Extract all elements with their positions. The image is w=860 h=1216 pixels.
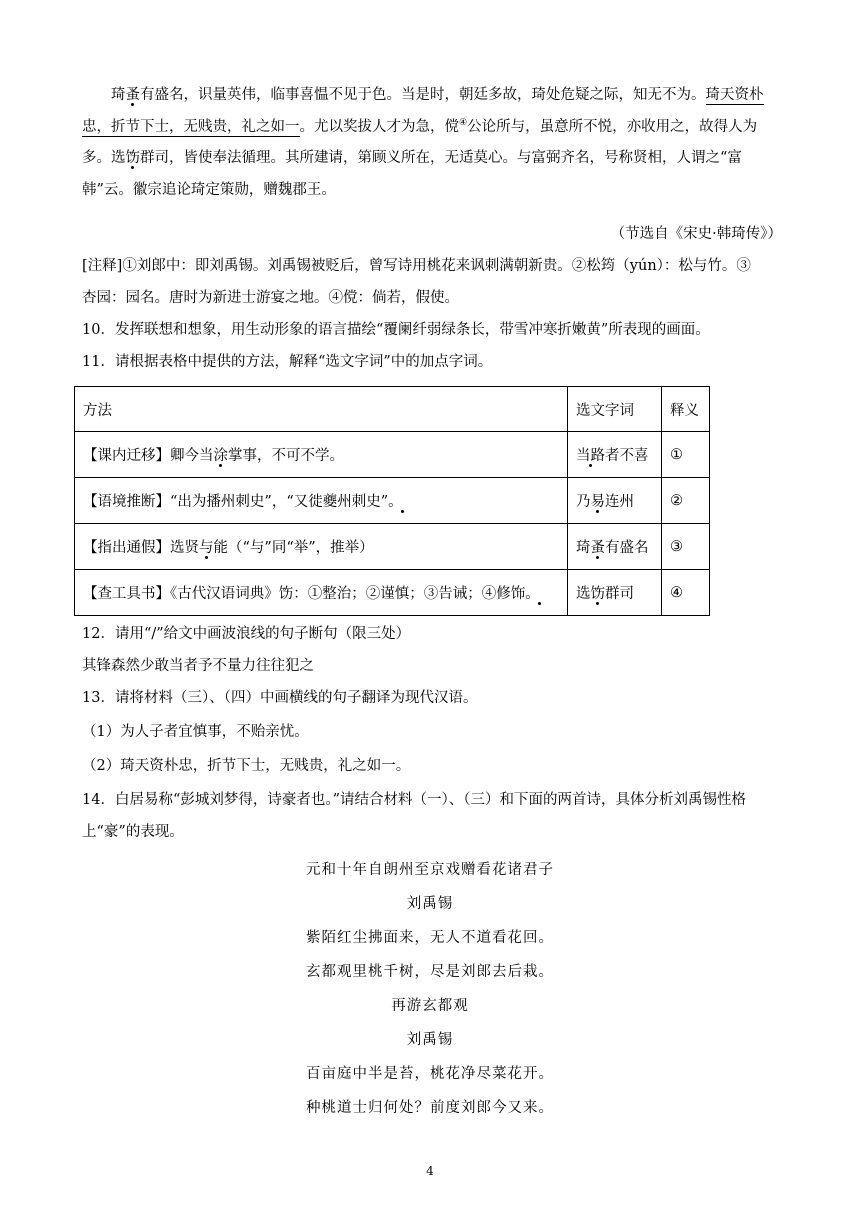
table-header-method: 方法 xyxy=(75,387,568,432)
question-13-part-1: （1）为人子者宜慎事，不贻亲忧。 xyxy=(82,724,309,740)
table-row xyxy=(75,478,710,524)
question-12: 12．请用“/”给文中画波浪线的句子断句（限三处） xyxy=(82,626,411,642)
question-11: 11．请根据表格中提供的方法，解释“选文字词”中的加点字词。 xyxy=(82,354,493,370)
table-row xyxy=(75,524,710,570)
poem-2-title: 再游玄都观 xyxy=(391,998,469,1014)
question-13: 13．请将材料（三）、（四）中画横线的句子翻译为现代汉语。 xyxy=(82,690,478,706)
table-header-meaning: 释义 xyxy=(662,387,710,432)
poem-2-author: 刘禹锡 xyxy=(406,1032,454,1048)
table-row xyxy=(75,432,710,478)
table-cell-method: 【课内迁移】卿今当涂掌事，不可不学。 xyxy=(75,432,568,478)
notes-line-1: [注释]①刘郎中：即刘禹锡。刘禹锡被贬后，曾写诗用桃花来讽刺满朝新贵。②松筠（yún）：松与竹。③ xyxy=(82,258,751,274)
poem-1-title: 元和十年自朗州至京戏赠看花诸君子 xyxy=(306,862,554,878)
dotted-char: 饬 xyxy=(125,150,140,166)
table-cell-answer: ① xyxy=(662,432,710,478)
page-number: 4 xyxy=(426,1164,434,1178)
table-cell-method: 【查工具书】《古代汉语词典》饬：①整治；②谨慎；③告诫；④修饰。 xyxy=(75,570,568,616)
dotted-char: 蚤 xyxy=(125,87,140,103)
passage-paragraph: 琦蚤有盛名，识量英伟，临事喜愠不见于色。当是时，朝廷多故，琦处危疑之际，知无不为。琦天资朴忠，折节下士，无贱贵，礼之如一。尤以奖拔人才为急，傥④公论所与，虽意所不悦，亦收用之，故得人为多。选饬群司，皆使奉法循理。其所建请，第顾义所在，无适莫心。与富弼齐名，号称贤相，人谓之“富韩”云。徽宗追论琦定策勋，赠魏郡王。 xyxy=(82,87,764,198)
table-cell-method: 【语境推断】“出为播州刺史”，“又徙夔州刺史”。 xyxy=(75,478,568,524)
table-cell-method: 【指出通假】选贤与能（“与”同“举”，推举） xyxy=(75,524,568,570)
dotted-char: 当路 xyxy=(576,448,605,464)
note-marker: ④ xyxy=(459,117,468,128)
table-row xyxy=(75,570,710,616)
notes-line-2: 杏园：园名。唐时为新进士游宴之地。④傥：倘若，假使。 xyxy=(82,290,459,306)
dotted-char: 与 xyxy=(199,540,214,556)
table-header-word: 选文字词 xyxy=(568,387,662,432)
table-cell-answer: ③ xyxy=(662,524,710,570)
question-12-sentence: 其锋森然少敢当者予不量力往往犯之 xyxy=(82,658,314,674)
question-14-line-1: 14．白居易称“彭城刘梦得，诗豪者也。”请结合材料（一）、（三）和下面的两首诗，具体分析刘禹锡性格 xyxy=(82,792,747,808)
method-table xyxy=(74,386,710,616)
table-cell-answer: ④ xyxy=(662,570,710,616)
question-14-line-2: 上“豪”的表现。 xyxy=(82,824,184,840)
poem-1-author: 刘禹锡 xyxy=(406,896,454,912)
table-cell-word: 琦蚤有盛名 xyxy=(568,524,662,570)
source-citation: （节选自《宋史·韩琦传》） xyxy=(610,226,782,242)
table-cell-word: 选饬群司 xyxy=(568,570,662,616)
dotted-char: 饬 xyxy=(590,586,605,602)
dotted-char: 蚤 xyxy=(590,540,605,556)
table-header-row xyxy=(75,387,710,432)
table-cell-answer: ② xyxy=(662,478,710,524)
poem-1-line-1: 紫陌红尘拂面来，无人不道看花回。 xyxy=(306,930,554,946)
underlined-sentence: 琦天资朴忠，折节下士，无贱贵，礼之如一 xyxy=(82,87,764,135)
table-cell-word: 当路者不喜 xyxy=(568,432,662,478)
poem-2-line-2: 种桃道士归何处？前度刘郎今又来。 xyxy=(306,1100,554,1116)
dotted-char: 涂 xyxy=(213,448,228,464)
dotted-char: 易 xyxy=(590,494,605,510)
question-10: 10．发挥联想和想象，用生动形象的语言描绘“覆阑纤弱绿条长，带雪冲寒折嫩黄”所表现的画面。 xyxy=(82,322,710,338)
table-cell-word: 乃易连州 xyxy=(568,478,662,524)
poem-1-line-2: 玄都观里桃千树，尽是刘郎去后栽。 xyxy=(306,964,554,980)
question-13-part-2: （2）琦天资朴忠，折节下士，无贱贵，礼之如一。 xyxy=(82,758,411,774)
poem-2-line-1: 百亩庭中半是苔，桃花净尽菜花开。 xyxy=(306,1066,554,1082)
